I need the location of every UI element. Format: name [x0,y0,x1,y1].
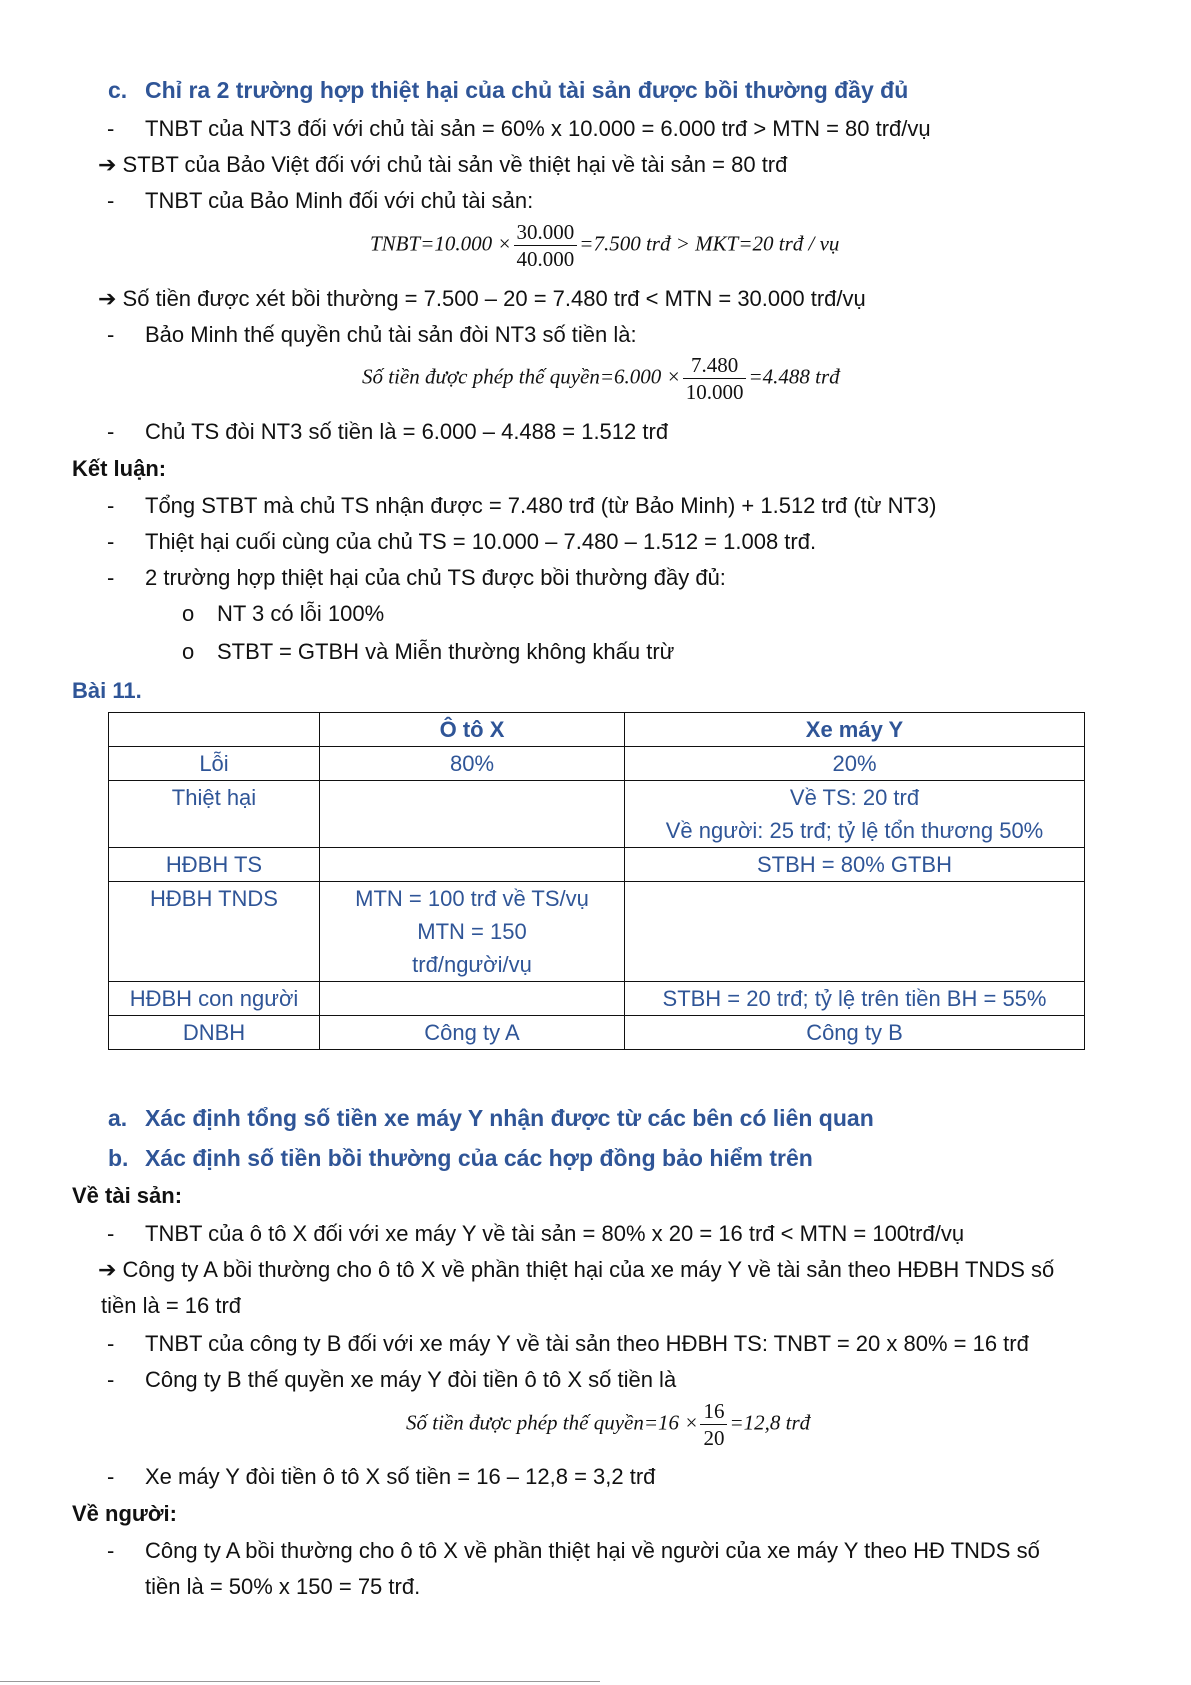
cell-line: trđ/người/vụ [412,952,532,977]
eq-rhs: =12,8 trđ [729,1410,811,1435]
eq-rhs: =4.488 trđ [748,364,840,389]
dash: - [107,116,115,141]
cell-line: STBH = 80% GTBH [756,852,952,877]
table-row [109,982,1085,1016]
cell-xe-may-y [625,982,1085,1016]
table-row [109,882,1085,982]
conclusion-title: Kết luận: [72,456,167,481]
dash: - [107,529,115,554]
text-line: tiền là = 50% x 150 = 75 trđ. [145,1574,421,1599]
text-line: Xe máy Y đòi tiền ô tô X số tiền = 16 – 12,8 = 3,2 trđ [145,1464,656,1489]
text-line: Bảo Minh thế quyền chủ tài sản đòi NT3 số tiền là: [145,322,637,347]
row-label: Thiệt hại [109,781,320,848]
row-label: HĐBH TNDS [109,882,320,982]
cell-xe-may-y [625,1016,1085,1050]
dash: - [107,493,115,518]
cell-oto-x [320,882,625,982]
text-line: TNBT của NT3 đối với chủ tài sản = 60% x 10.000 = 6.000 trđ > MTN = 80 trđ/vụ [145,116,931,141]
cell-xe-may-y [625,781,1085,848]
row-label: HĐBH TS [109,848,320,882]
eq-lhs: TNBT=10.000 × [370,231,512,256]
bullet: o [182,639,195,664]
people-title: Về người: [72,1501,177,1526]
question-b: Xác định số tiền bồi thường của các hợp đồng bảo hiểm trên [145,1145,813,1171]
cell-line: Về TS: 20 trđ [789,785,920,810]
text-line: 2 trường hợp thiệt hại của chủ TS được bồi thường đầy đủ: [145,565,726,590]
exercise-title: Bài 11. [72,678,142,703]
dash: - [107,188,115,213]
cell-oto-x [320,747,625,781]
table-header-cell: Xe máy Y [625,713,1085,747]
question-a-marker: a. [108,1105,128,1131]
cell-xe-may-y [625,848,1085,882]
cell-line: MTN = 100 trđ về TS/vụ [355,886,589,911]
cell-xe-may-y [625,747,1085,781]
equation-subrogation [362,352,840,405]
dash: - [107,1367,115,1392]
text-line: STBT = GTBH và Miễn thường không khấu trừ [217,639,675,664]
exercise-table [108,712,1085,1050]
cell-line: Công ty B [806,1020,903,1045]
dash: - [107,322,115,347]
cell-xe-may-y [625,882,1085,982]
table-row [109,848,1085,882]
row-label: DNBH [109,1016,320,1050]
table-row [109,781,1085,848]
bullet: o [182,601,195,626]
text-line: TNBT của Bảo Minh đối với chủ tài sản: [145,188,534,213]
eq-fraction [514,219,578,272]
equation-tnbt [370,219,839,272]
dash: - [107,1331,115,1356]
dash: - [107,1221,115,1246]
eq-denominator: 20 [703,1426,725,1450]
page-bottom-rule [0,1681,600,1682]
table-header-cell: Ô tô X [320,713,625,747]
question-b-marker: b. [108,1145,129,1171]
eq-fraction [683,352,747,405]
table-header-cell [109,713,320,747]
text-line: ➔ STBT của Bảo Việt đối với chủ tài sản về thiệt hại về tài sản = 80 trđ [98,152,788,177]
text-line: ➔ Số tiền được xét bồi thường = 7.500 – 20 = 7.480 trđ < MTN = 30.000 trđ/vụ [98,286,866,311]
text-line: Thiệt hại cuối cùng của chủ TS = 10.000 – 7.480 – 1.512 = 1.008 trđ. [145,529,817,554]
question-a: Xác định tổng số tiền xe máy Y nhận được từ các bên có liên quan [145,1105,874,1131]
eq-denominator: 10.000 [685,380,744,404]
cell-oto-x [320,1016,625,1050]
dash: - [107,419,115,444]
table-row [109,1016,1085,1050]
table-row [109,747,1085,781]
cell-oto-x [320,982,625,1016]
text-line: NT 3 có lỗi 100% [217,601,385,626]
eq-rhs: =7.500 trđ > MKT=20 trđ / vụ [579,231,840,256]
eq-numerator: 7.480 [683,352,747,379]
equation-subrogation-2 [406,1398,810,1451]
cell-line: MTN = 150 [417,919,527,944]
text-line: TNBT của ô tô X đối với xe máy Y về tài sản = 80% x 20 = 16 trđ < MTN = 100trđ/vụ [145,1221,965,1246]
cell-oto-x [320,848,625,882]
cell-oto-x [320,781,625,848]
text-line: tiền là = 16 trđ [101,1293,242,1318]
section-c-marker: c. [108,77,128,103]
cell-line: Về người: 25 trđ; tỷ lệ tổn thương 50% [665,818,1044,843]
section-c-title: Chỉ ra 2 trường hợp thiệt hại của chủ tài sản được bồi thường đầy đủ [145,77,909,103]
cell-line: 20% [832,751,877,776]
cell-line: STBH = 20 trđ; tỷ lệ trên tiền BH = 55% [662,986,1047,1011]
eq-lhs: Số tiền được phép thế quyền=6.000 × [362,364,681,389]
row-label: Lỗi [109,747,320,781]
text-line: Công ty A bồi thường cho ô tô X về phần thiệt hại về người của xe máy Y theo HĐ TNDS số [145,1538,1040,1563]
eq-lhs: Số tiền được phép thế quyền=16 × [406,1410,699,1435]
cell-line: 80% [449,751,495,776]
eq-numerator: 30.000 [514,219,578,246]
assets-title: Về tài sản: [72,1183,183,1208]
eq-fraction [700,1398,727,1451]
text-line: Công ty B thế quyền xe máy Y đòi tiền ô tô X số tiền là [145,1367,677,1392]
dash: - [107,565,115,590]
cell-line: Công ty A [424,1020,520,1045]
text-line: Chủ TS đòi NT3 số tiền là = 6.000 – 4.488 = 1.512 trđ [145,419,669,444]
dash: - [107,1538,115,1563]
eq-numerator: 16 [700,1398,727,1425]
text-line: ➔ Công ty A bồi thường cho ô tô X về phần thiệt hại của xe máy Y về tài sản theo HĐBH TNDS số [98,1257,1055,1282]
row-label: HĐBH con người [109,982,320,1016]
text-line: TNBT của công ty B đối với xe máy Y về tài sản theo HĐBH TS: TNBT = 20 x 80% = 16 trđ [145,1331,1029,1356]
eq-denominator: 40.000 [516,247,575,271]
dash: - [107,1464,115,1489]
table-header-row [109,713,1085,747]
text-line: Tổng STBT mà chủ TS nhận được = 7.480 trđ (từ Bảo Minh) + 1.512 trđ (từ NT3) [145,493,937,518]
